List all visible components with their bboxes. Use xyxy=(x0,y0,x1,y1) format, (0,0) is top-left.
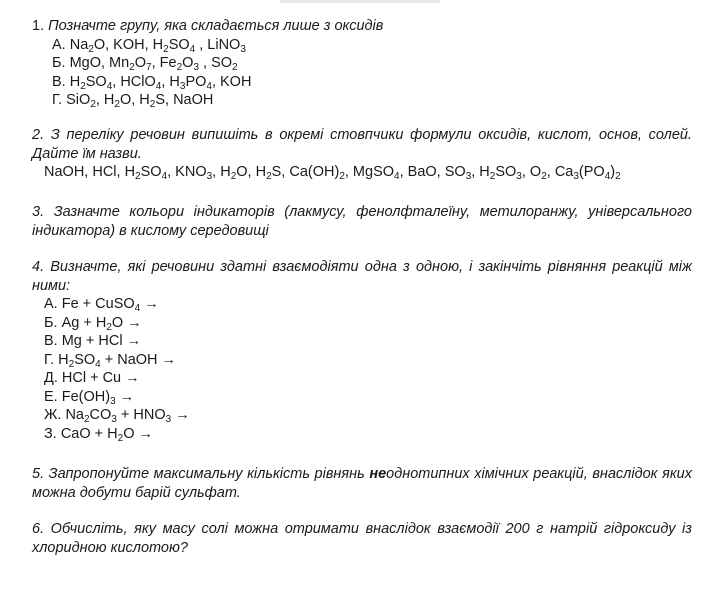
q4-option-b: Б. $Ag + H_2O$ → xyxy=(44,314,142,333)
question-1 xyxy=(32,17,692,110)
question-2-text: 2. З переліку речовин випишіть в окремі стовпчики формули оксидів, кислот, основ, солей. Дайте їм назви. xyxy=(32,127,692,162)
q4-option-d: Г. $H_2SO_4$ + NaOH → xyxy=(44,351,177,370)
question-2-formulas: NaOH, HCl, $H_2SO_4$, $KNO_3$, $H_2O$, $H_2S$, $Ca(OH)_2$, MgSO$_4$, BaO, $SO_3$, $H_2SO_3$, $O_2$, $Ca_3(PO_4)_2$ xyxy=(44,164,621,182)
question-5-text xyxy=(32,465,692,502)
question-4-text: 4. Визначте, які речовини здатні взаємодіяти одна з одною, і закінчіть рівняння реакцій між ними: xyxy=(32,259,692,294)
q1-option-c: В. $H_2SO_4$, HClO$_4$, $H_3PO_4$, KOH xyxy=(52,73,252,92)
question-6-text: 6. Обчисліть, яку масу солі можна отримати внаслідок взаємодії 200 г натрій гідроксиду із хлоридною кислотою? xyxy=(32,521,692,556)
q4-option-e: Д. HCl + Cu → xyxy=(44,370,140,386)
q4-option-h: З. CaO + $H_2O$ → xyxy=(44,425,154,444)
q4-option-g: Ж. $Na_2CO_3 + HNO_3$ → xyxy=(44,407,190,425)
question-3-text: 3. Зазначте кольори індикаторів (лакмусу, фенолфталеїну, метилоранжу, універсального індикатора) в кислому середовищі xyxy=(32,204,692,239)
question-1-number: 1. xyxy=(32,18,45,34)
question-1-title xyxy=(32,17,692,36)
q4-option-f: Е. $Fe(OH)_3$ → xyxy=(44,388,135,407)
q1-option-b: Б. MgO, $Mn_2O_7$, $Fe_2O_3$ , $SO_2$ xyxy=(52,55,238,73)
question-5-bold-ne: не xyxy=(369,466,387,482)
question-5-text-end: однотипних хімічних реакцій, внаслідок яких можна добути барій сульфат. xyxy=(32,466,692,501)
question-4 xyxy=(32,258,692,443)
question-2 xyxy=(32,126,692,182)
question-1-text: Позначте групу, яка складається лише з оксидів xyxy=(48,18,384,34)
q4-option-c: В. Mg + HCl → xyxy=(44,333,142,349)
question-3 xyxy=(32,203,692,240)
cropped-top-edge xyxy=(280,0,440,3)
q4-option-a: А. Fe + CuSO$_4$ → xyxy=(44,296,159,314)
question-5-text-start: 5. Запропонуйте максимальну кількість рівнянь xyxy=(32,466,370,482)
q1-option-a: А. $Na_2O$, KOH, $H_2SO_4$ , LiNO$_3$ xyxy=(52,36,246,55)
question-5 xyxy=(32,465,692,502)
question-6 xyxy=(32,520,692,557)
q1-option-d: Г. SiO$_2$, $H_2O$, $H_2S$, NaOH xyxy=(52,92,214,110)
